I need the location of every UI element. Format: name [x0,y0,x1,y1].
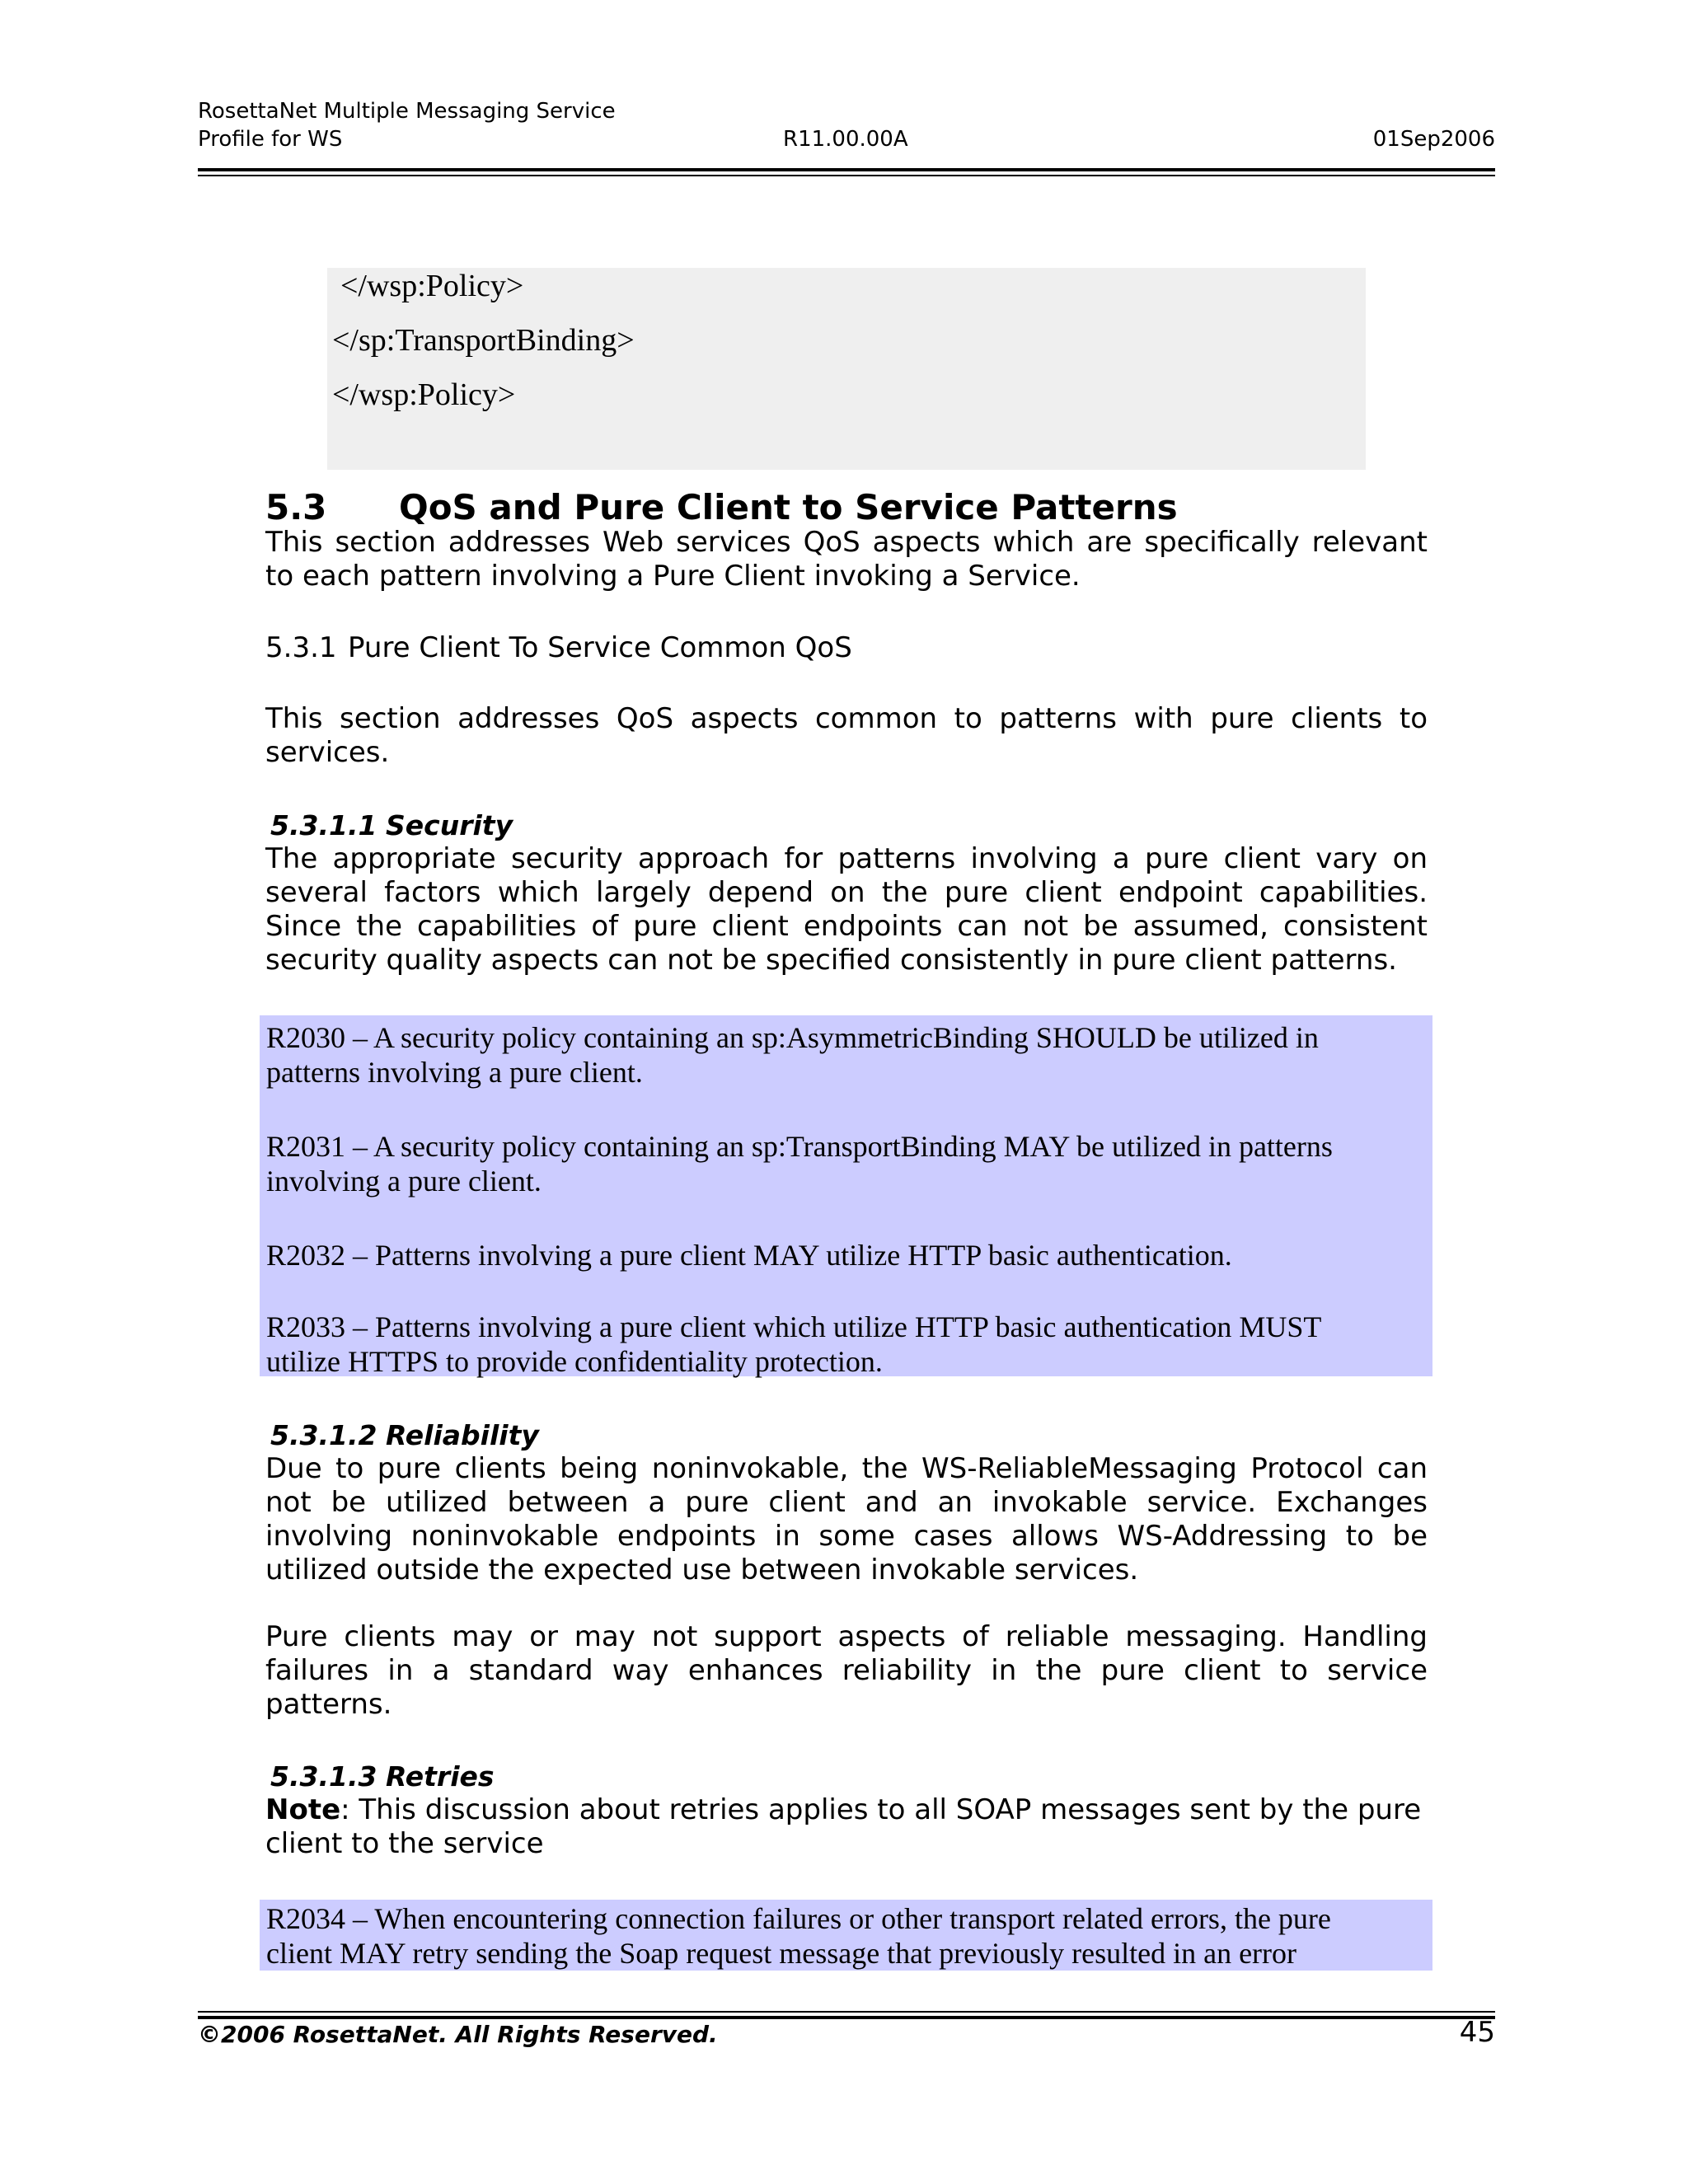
section-title: QoS and Pure Client to Service Patterns [399,487,1178,527]
page-header [198,97,1495,153]
security-requirements-box [260,1015,1432,1376]
header-version: R11.00.00A [783,127,908,152]
page-footer [198,2016,1495,2049]
retries-note-text: : This discussion about retries applies to all SOAP messages sent by the pure client to the service [265,1793,1422,1860]
subsection-intro: This section addresses QoS aspects common to patterns with pure clients to services. [265,702,1428,769]
header-title: RosettaNet Multiple Messaging Service [198,99,616,124]
section-heading [265,487,1178,527]
retries-note-label: Note [265,1793,341,1826]
retries-heading [270,1760,495,1793]
code-line: </sp:TransportBinding> [332,323,635,358]
section-intro: This section addresses Web services QoS aspects which are specifically relevant to each pattern involving a Pure Client invoking a Service. [265,526,1428,593]
requirement-r2033: R2033 – Patterns involving a pure client which utilize HTTP basic authentication MUST utilize HTTPS to provide confidentiality protection. [266,1310,1321,1378]
requirement-r2030: R2030 – A security policy containing an sp:AsymmetricBinding SHOULD be utilized in patterns involving a pure client. [266,1021,1319,1089]
copyright: ©2006 RosettaNet. All Rights Reserved. [198,2021,718,2048]
retries-note [265,1793,1428,1861]
subsection-number: 5.3.1 [265,631,337,664]
footer-rule [198,2011,1495,2019]
security-title: Security [386,809,513,841]
security-body: The appropriate security approach for patterns involving a pure client vary on several factors which largely depend on the pure client endpoint capabilities. Since the capabilities of pure client endpoints can not be assumed, consistent security quality aspects can not be specified consistently in pure client patterns. [265,842,1428,977]
header-date: 01Sep2006 [1372,127,1495,152]
retries-title: Retries [386,1760,495,1793]
code-line: </wsp:Policy> [332,377,516,412]
reliability-number: 5.3.1.2 [270,1419,377,1451]
reliability-body-1: Due to pure clients being noninvokable, the WS-ReliableMessaging Protocol can not be utilized between a pure client and an invokable service. Exchanges involving noninvokable endpoints in some cases allows WS-Addressing to be utilized outside the expected use between invokable services. [265,1452,1428,1586]
header-row [198,125,1495,153]
requirement-r2034: R2034 – When encountering connection failures or other transport related errors, the pure client MAY retry sending the Soap request message that previously resulted in an error [266,1902,1331,1970]
subsection-title: Pure Client To Service Common QoS [348,631,852,664]
retries-requirement-box [260,1900,1432,1971]
reliability-body-2: Pure clients may or may not support aspects of reliable messaging. Handling failures in a standard way enhances reliability in the pure client to service patterns. [265,1620,1428,1721]
header-profile: Profile for WS [198,127,343,152]
security-heading [270,809,513,841]
header-rule [198,168,1495,176]
requirement-r2031: R2031 – A security policy containing an sp:TransportBinding MAY be utilized in patterns involving a pure client. [266,1130,1333,1197]
retries-number: 5.3.1.3 [270,1760,377,1793]
page-number: 45 [1459,2016,1495,2049]
requirement-r2032: R2032 – Patterns involving a pure client MAY utilize HTTP basic authentication. [266,1239,1232,1272]
security-number: 5.3.1.1 [270,809,377,841]
code-line: </wsp:Policy> [340,269,524,303]
section-number: 5.3 [265,487,327,527]
subsection-heading [265,631,852,664]
reliability-title: Reliability [386,1419,539,1451]
reliability-heading [270,1419,539,1451]
code-block [327,268,1366,470]
